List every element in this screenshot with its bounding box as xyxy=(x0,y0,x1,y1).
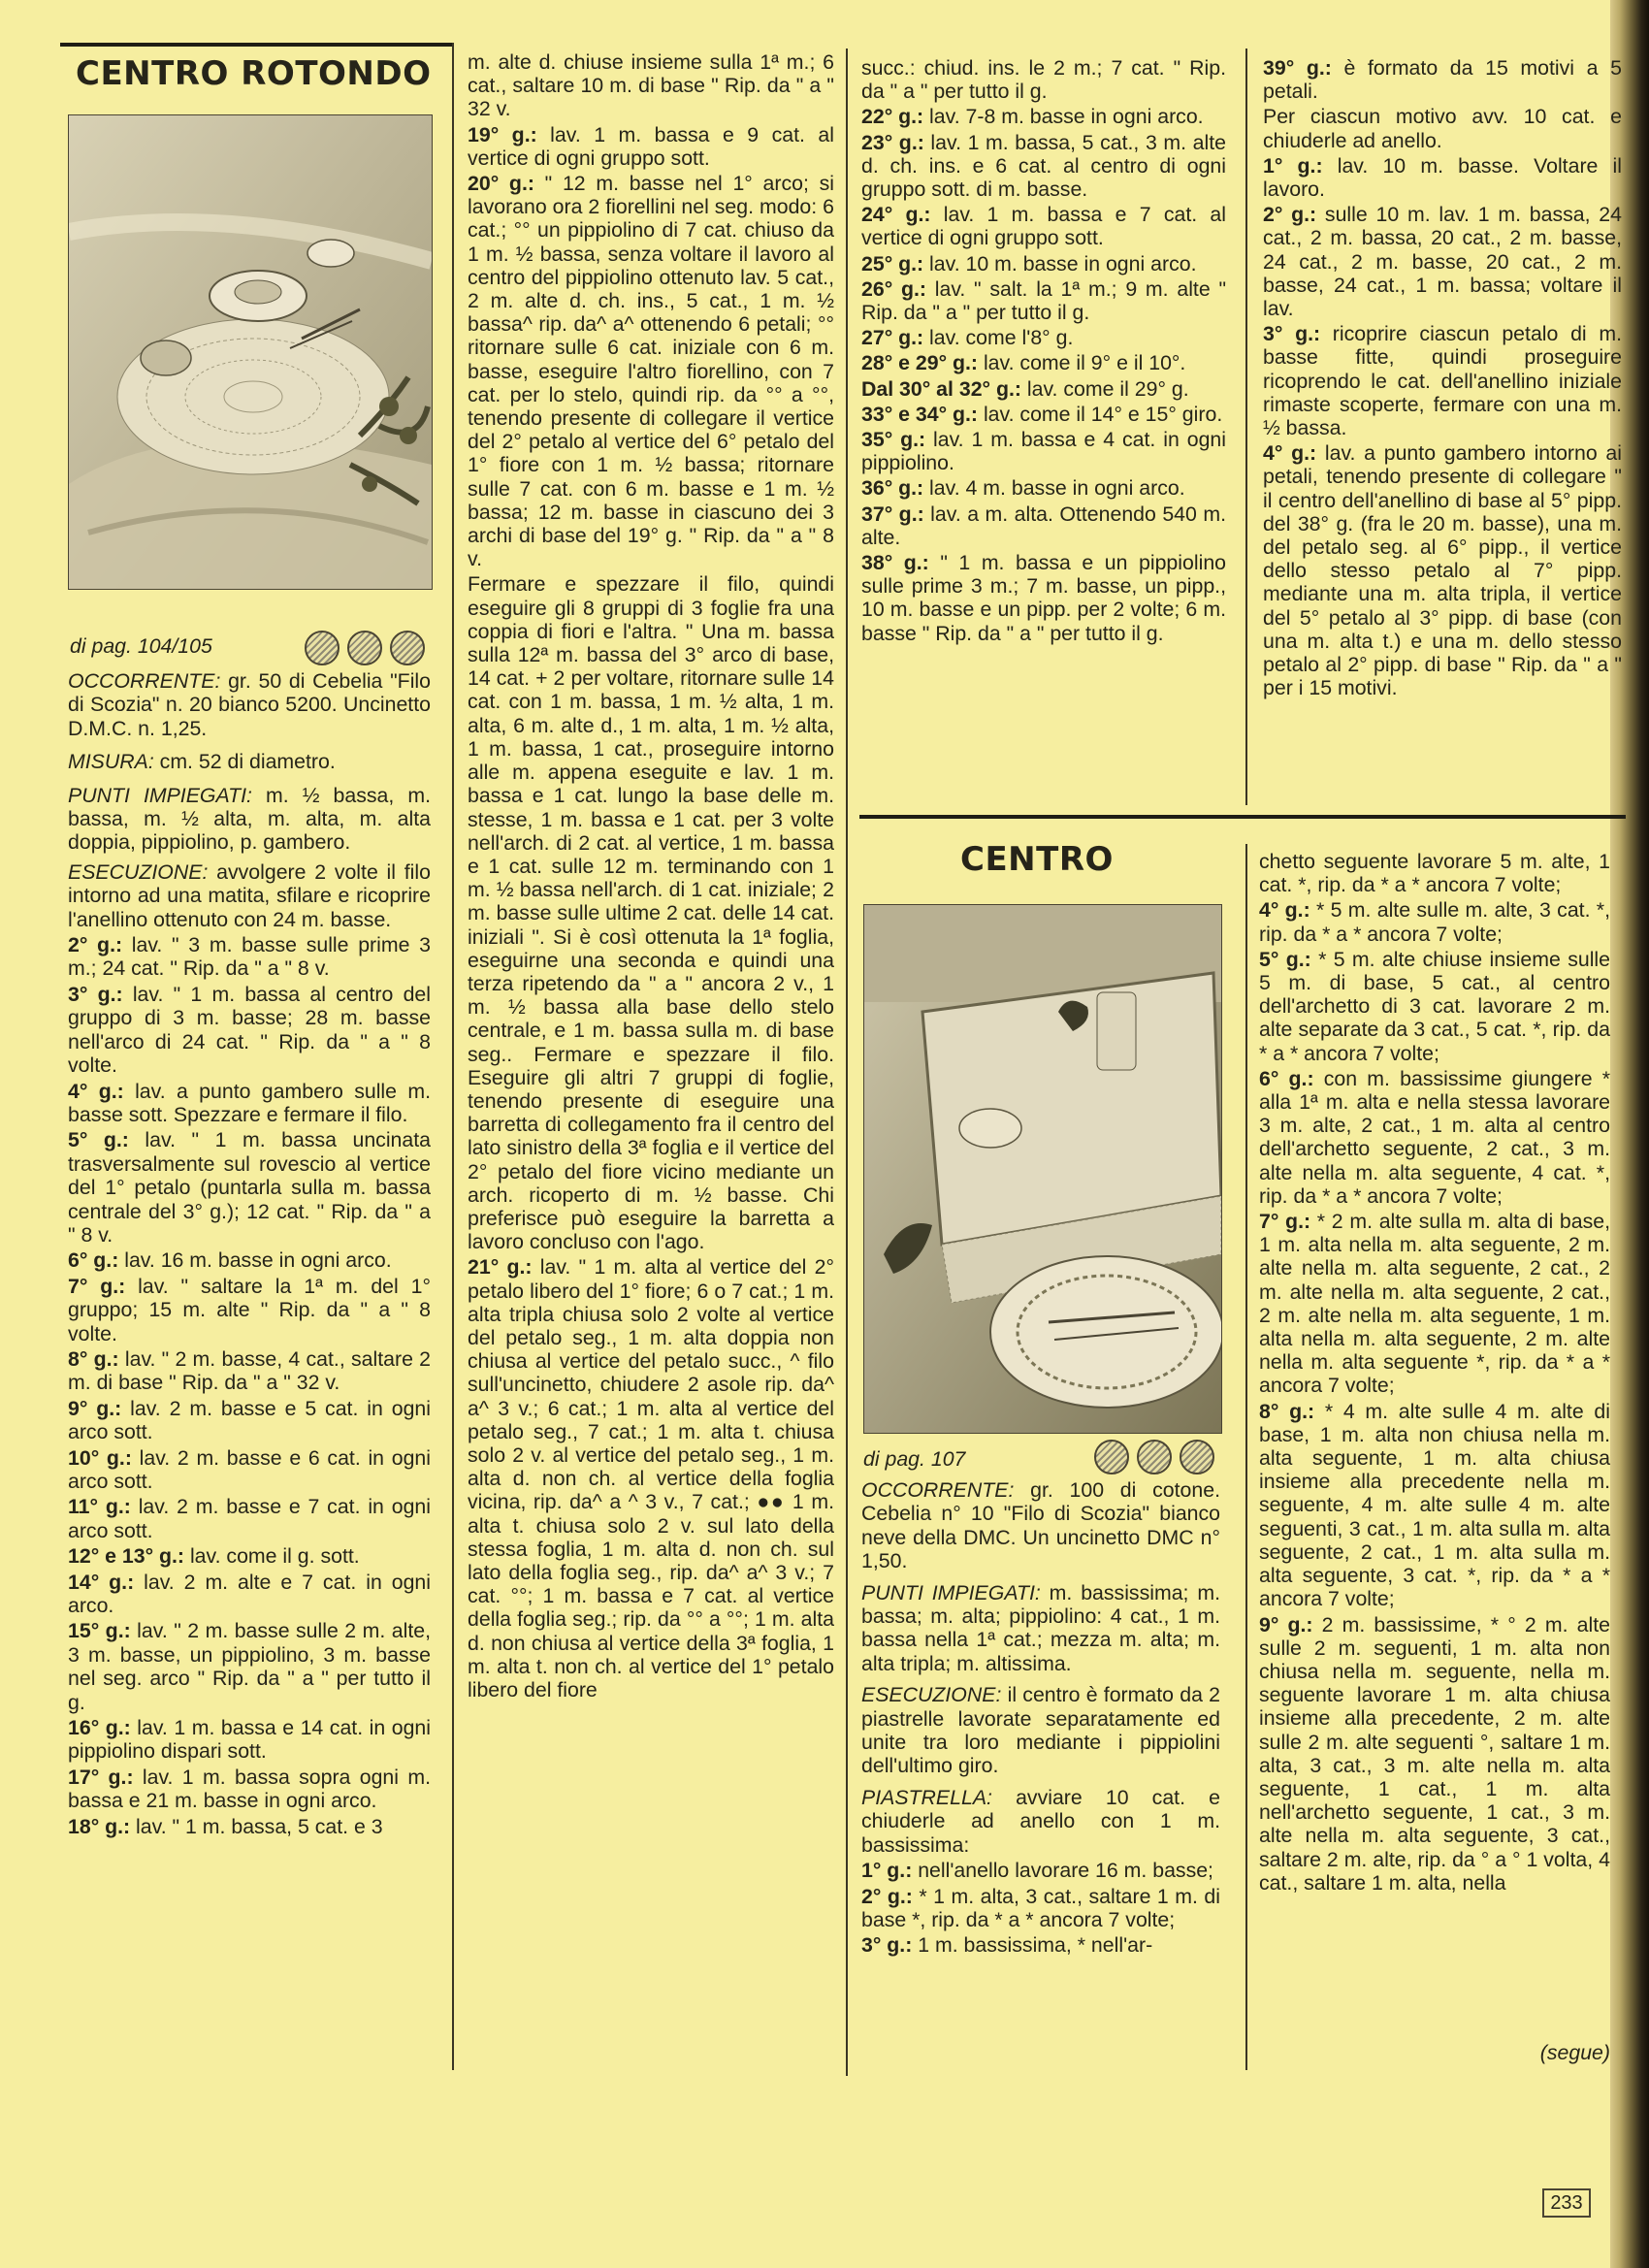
round-label: 1° g.: xyxy=(861,1859,913,1883)
instruction-row xyxy=(861,1885,1220,1932)
article1-col1-rows xyxy=(68,933,431,1838)
instruction-row xyxy=(1263,105,1622,151)
round-text: Per ciascun motivo avv. 10 cat. e chiuderle ad anello. xyxy=(1263,105,1622,152)
round-text: lav. a punto gambero intorno ai petali, tenendo presente di collegare " il centro dell'anellino di base al 5° pipp. del 38° g. (fra le 20 m. basse), una m. del petalo seg. al 6° pipp., il vertice dello stesso petalo al 7° pipp. mediante una m. alta tripla, il vertice del 5° petalo al 3° pipp. di base (con una m. alta t.) e una m. dello stesso petalo al 2° pipp. di base " Rip. da " a " per i 15 motivi. xyxy=(1263,441,1622,700)
piastrella-label: PIASTRELLA: xyxy=(861,1785,992,1809)
round-text: lav. 2 m. basse e 6 cat. in ogni arco sott. xyxy=(68,1445,431,1493)
round-text: lav. " 1 m. alta al vertice del 2° petalo libero del 1° fiore; 6 o 7 cat.; 1 m. alta tripla chiusa solo 2 volte al vertice del petalo seg., 1 m. alta doppia non chiusa al vertice del petalo succ., ^ filo sull'uncinetto, chiudere 2 asole rip. da^ a^ 3 v.; 6 cat.; 1 m. alta al vertice del petalo seg., 7 cat.; 1 m. alta t. chiusa solo 2 v. al vertice del petalo seg., 1 m. alta d. non ch. al vertice della foglia vicina, rip. da^ a ^ 3 v., 7 cat.; ●● 1 m. alta t. chiusa solo 2 v. sul lato della stessa foglia, 1 m. alta d. non ch. sul lato della foglia seg., rip. da^ a^ 3 v.; 7 cat. °°; 1 m. bassa e 7 cat. al vertice della foglia seg.; rip. da °° a °°; 1 m. alta d. non chiusa al vertice della 3ª foglia, 1 m. alta t. non ch. al vertice del 1° petalo libero del fiore xyxy=(468,1255,834,1702)
round-label: 15° g.: xyxy=(68,1619,131,1643)
round-text: lav. 2 m. basse e 7 cat. in ogni arco sott. xyxy=(68,1495,431,1542)
round-text: Fermare e spezzare il filo, quindi eseguire gli 8 gruppi di 3 foglie fra una coppia di fiori e l'altra. " Una m. bassa sulla 12ª m. bassa del 3° arco di base, 14 cat. + 2 per voltare, ritornare sulle 14 cat. con 1 m. bassa, 1 m. ½ alta, 1 m. alta, 6 m. alte d., 1 m. alta, 1 m. ½ alta, 1 m. bassa, 1 cat., proseguire intorno alle m. appena eseguite e lav. 1 m. bassa e 1 cat. lungo la base delle m. stesse, 1 m. bassa e 1 cat. per 3 volte nell'arch. di 2 cat. al vertice, 1 m. bassa e 1 cat. sulle 12 m. terminando con 1 m. ½ bassa nell'arch. di 1 cat. iniziale; 2 m. basse sulle ultime 2 cat. delle 14 cat. iniziali ". Si è così ottenuta la 1ª foglia, eseguirne una seconda e quindi una terza ripetendo da " a " ancora 2 v., 1 m. ½ bassa alla base dello stelo centrale, e 1 m. bassa sulla m. di base seg.. Fermare e spezzare il filo. Eseguire gli altri 7 gruppi di foglie, tenendo presente di eseguire una barretta di collegamento fra il centro del lato sinistro della 3ª foglia e il vertice del 2° petalo del fiore vicino mediante un arch. ricoperto di m. ½ basse. Chi preferisce può eseguire la barretta a lavoro concluso con l'ago. xyxy=(468,572,834,1254)
occorrente xyxy=(861,1478,1220,1573)
column-divider-left xyxy=(452,43,454,2070)
round-text: sulle 10 m. lav. 1 m. bassa, 24 cat., 2 m. bassa, 20 cat., 2 m. basse, 24 cat., 2 m. basse, 20 cat., 2 m. basse, 24 cat., 1 m. bassa; voltare il lav. xyxy=(1263,203,1622,321)
instruction-row xyxy=(861,502,1226,549)
instruction-row xyxy=(1259,898,1610,945)
difficulty-icon xyxy=(347,631,382,665)
round-text: m. alte d. chiuse insieme sulla 1ª m.; 6 cat., saltare 10 m. di base " Rip. da " a " 32 v. xyxy=(468,50,834,121)
instruction-row xyxy=(861,403,1226,426)
article-title: CENTRO ROTONDO xyxy=(76,54,432,93)
round-text: lav. 1 m. bassa e 4 cat. in ogni pippiolino. xyxy=(861,428,1226,475)
round-text: con m. bassissime giungere * alla 1ª m. alta e nella stessa lavorare 3 m. alte, 2 cat., 1 m. alta al centro dell'archetto seguente, 2 cat., 3 m. alte nella m. alta seguente, 4 cat. *, rip. da * a * ancora 7 volte; xyxy=(1259,1066,1610,1208)
instruction-row xyxy=(1259,1613,1610,1895)
round-text: lav. " 1 m. bassa, 5 cat. e 3 xyxy=(130,1814,383,1838)
round-text: chetto seguente lavorare 5 m. alte, 1 cat. *, rip. da * a * ancora 7 volte; xyxy=(1259,850,1610,897)
round-label: 7° g.: xyxy=(1259,1210,1311,1234)
instruction-row xyxy=(68,1080,431,1127)
round-text: lav. 2 m. alte e 7 cat. in ogni arco. xyxy=(68,1570,431,1618)
instruction-row xyxy=(1259,1210,1610,1398)
instruction-row xyxy=(861,1859,1220,1882)
round-text: " 12 m. basse nel 1° arco; si lavorano ora 2 fiorellini nel seg. modo: 6 cat.; °° un pippiolino di 7 cat. chiuso da 1 m. ½ bassa, senza voltare il lavoro al centro del pippiolino ottenuto lav. 5 cat., 2 m. alte d. ch. ins., 5 cat., 1 m. ½ bassa^ rip. da^ a^ ottenendo 6 petali; °° ritornare sulle 6 cat. iniziale con 6 m. basse, eseguire l'altro fiorellino, con 7 cat. per lo stelo, quindi rip. da °° a °°, tenendo presente di collegare il vertice del 2° petalo al vertice del 6° petalo del 1° fiore con 1 m. ½ bassa; ritornare sulle 7 cat. con 6 m. basse e 1 m. ½ bassa; 12 m. basse in ciascuno dei 3 archi di base del 19° g. " Rip. da " a " 8 v. xyxy=(468,172,834,571)
instruction-row xyxy=(861,476,1226,500)
round-label: 3° g.: xyxy=(68,982,123,1006)
round-label: 26° g.: xyxy=(861,276,926,301)
instruction-row xyxy=(68,1275,431,1345)
round-text: lav. come il 29° g. xyxy=(1021,376,1189,401)
instruction-row xyxy=(1263,56,1622,103)
round-text: lav. 4 m. basse in ogni arco. xyxy=(923,476,1185,501)
round-label: 25° g.: xyxy=(861,251,924,275)
instruction-row xyxy=(1259,948,1610,1065)
column-divider-mid xyxy=(846,49,848,2076)
round-text: lav. " saltare la 1ª m. del 1° gruppo; 15 m. alte " Rip. da " a " 8 volte. xyxy=(68,1274,431,1345)
round-label: 18° g.: xyxy=(68,1814,131,1838)
instruction-row xyxy=(861,252,1226,275)
round-label: 16° g.: xyxy=(68,1716,131,1740)
round-label: 23° g.: xyxy=(861,130,924,154)
round-label: 37° g.: xyxy=(861,502,924,526)
round-label: 2° g.: xyxy=(1263,203,1317,227)
round-text: * 5 m. alte chiuse insieme sulle 5 m. di base, 5 cat., al centro dell'archetto di 3 cat. lavorare 2 m. alte separate da 3 cat., 5 cat. *, rip. da * a * ancora 7 volte; xyxy=(1259,947,1610,1065)
round-text: lav. 1 m. bassa sopra ogni m. bassa e 21 m. basse in ogni arco. xyxy=(68,1765,431,1813)
instruction-row xyxy=(861,56,1226,103)
article2-col4 xyxy=(1259,850,1610,2091)
instruction-row xyxy=(861,326,1226,349)
difficulty-icon xyxy=(1180,1440,1214,1474)
round-text: lav. " 2 m. basse sulle 2 m. alte, 3 m. basse, un pippiolino, 3 m. basse nel seg. arco " Rip. da " a " per tutto il g. xyxy=(68,1619,431,1714)
instruction-row xyxy=(68,1347,431,1395)
instruction-row xyxy=(68,1544,431,1568)
round-label: 33° e 34° g.: xyxy=(861,402,979,426)
round-label: 4° g.: xyxy=(1259,898,1310,923)
instruction-row xyxy=(68,933,431,981)
instruction-row xyxy=(68,1248,431,1272)
instruction-row xyxy=(1263,441,1622,699)
instruction-row xyxy=(68,1571,431,1618)
instruction-row xyxy=(468,572,834,1253)
instruction-row xyxy=(68,1716,431,1764)
round-text: lav. " 3 m. basse sulle prime 3 m.; 24 cat. " Rip. da " a " 8 v. xyxy=(68,933,431,981)
round-label: 28° e 29° g.: xyxy=(861,351,979,375)
instruction-row xyxy=(1259,1067,1610,1208)
column-divider-lower-right xyxy=(1245,844,1247,2070)
round-label: 7° g.: xyxy=(68,1274,126,1298)
punti-text: m. ½ bassa, m. bassa, m. ½ alta, m. alta, m. alta doppia, pippiolino, p. gambero. xyxy=(68,783,431,855)
round-text: lav. 7-8 m. basse in ogni arco. xyxy=(923,105,1204,129)
round-text: lav. 1 m. bassa e 14 cat. in ogni pippiolino dispari sott. xyxy=(68,1716,431,1764)
punti xyxy=(68,784,431,855)
round-text: lav. come il g. sott. xyxy=(184,1544,360,1569)
esecuzione-text: il centro è formato da 2 piastrelle lavorate separatamente ed unite tra loro mediante i pippiolini dell'ultimo giro. xyxy=(861,1683,1220,1778)
round-label: 36° g.: xyxy=(861,476,924,501)
instruction-row xyxy=(468,123,834,170)
round-text: lav. " 1 m. bassa uncinata trasversalmente sul rovescio al vertice del 1° petalo (puntarla sulla m. bassa centrale del 3° g.); 12 cat. " Rip. da " a " 8 v. xyxy=(68,1128,431,1247)
round-label: 6° g.: xyxy=(1259,1066,1314,1090)
instruction-row xyxy=(861,203,1226,249)
round-text: è formato da 15 motivi a 5 petali. xyxy=(1263,56,1622,104)
instruction-row xyxy=(68,1815,431,1838)
article2-title: CENTRO xyxy=(960,840,1114,879)
misura-label: MISURA: xyxy=(68,750,154,774)
round-text: lav. come l'8° g. xyxy=(923,326,1074,350)
esecuzione xyxy=(861,1683,1220,1778)
instruction-row xyxy=(1263,322,1622,439)
page-number: 233 xyxy=(1542,2188,1591,2218)
instruction-row xyxy=(861,551,1226,645)
difficulty-rating xyxy=(305,631,425,665)
round-text: lav. 1 m. bassa e 9 cat. al vertice di ogni gruppo sott. xyxy=(468,122,834,170)
difficulty-icon xyxy=(1137,1440,1172,1474)
round-text: lav. " salt. la 1ª m.; 9 m. alte " Rip. da " a " per tutto il g. xyxy=(861,276,1226,325)
round-label: 14° g.: xyxy=(68,1570,135,1594)
instruction-row xyxy=(861,277,1226,324)
occorrente-text: gr. 100 di cotone. Cebelia n° 10 "Filo di Scozia" bianco neve della DMC. Un uncinetto DMC n° 1,50. xyxy=(861,1478,1220,1573)
piastrella-text: avviare 10 cat. e chiuderle ad anello con 1 m. bassissima: xyxy=(861,1785,1220,1857)
misura-text: cm. 52 di diametro. xyxy=(153,750,336,774)
round-text: lav. a punto gambero sulle m. basse sott. Spezzare e fermare il filo. xyxy=(68,1079,431,1126)
round-label: 39° g.: xyxy=(1263,56,1332,80)
instruction-row xyxy=(468,172,834,570)
punti-label: PUNTI IMPIEGATI: xyxy=(68,783,252,807)
round-text: * 5 m. alte sulle m. alte, 3 cat. *, rip. da * a * ancora 7 volte; xyxy=(1259,898,1610,946)
round-label: Dal 30° al 32° g.: xyxy=(861,376,1021,401)
round-label: 38° g.: xyxy=(861,551,929,575)
round-label: 11° g.: xyxy=(68,1495,131,1519)
top-rule xyxy=(60,43,454,47)
photo-image xyxy=(69,115,432,589)
round-text: lav. " 1 m. bassa al centro del gruppo di 3 m. basse; 28 m. basse nell'arco di 24 cat. " Rip. da " a " 8 volte. xyxy=(68,982,431,1078)
round-label: 1° g.: xyxy=(1263,153,1323,178)
round-label: 19° g.: xyxy=(468,122,537,146)
occorrente-label: OCCORRENTE: xyxy=(861,1478,1015,1502)
round-text: * 1 m. alta, 3 cat., saltare 1 m. di base *, rip. da * a * ancora 7 volte; xyxy=(861,1884,1220,1931)
round-label: 27° g.: xyxy=(861,326,924,350)
instruction-row xyxy=(861,377,1226,401)
article1-col3 xyxy=(861,56,1226,794)
table-setting-photo xyxy=(68,114,433,590)
round-text: * 4 m. alte sulle 4 m. alte di base, 1 m. alta non chiusa nella m. alta seguente, 1 m. alta chiusa insieme alla precedente nella m. seguente, 4 m. alte sulle 4 m. alte seguenti, 3 cat., 1 m. alta sulla m. alta seguente, 2 cat., 1 m. alta sulla m. alta seguente, 3 cat. *, rip. da * a * ancora 7 volte; xyxy=(1259,1399,1610,1611)
round-label: 21° g.: xyxy=(468,1255,533,1280)
article1-col2 xyxy=(468,50,834,2068)
instruction-row xyxy=(861,1933,1220,1957)
round-label: 8° g.: xyxy=(68,1346,119,1371)
misura xyxy=(68,750,431,773)
page-reference: di pag. 107 xyxy=(863,1447,966,1471)
round-text: ricoprire ciascun petalo di m. basse fitte, quindi proseguire ricoprendo le cat. dell'anellino iniziale rimaste scoperte, fermare con una m. ½ bassa. xyxy=(1263,322,1622,440)
instruction-row xyxy=(861,351,1226,374)
round-label: 2° g.: xyxy=(68,933,123,957)
article1-col4 xyxy=(1263,56,1622,794)
round-text: lav. 1 m. bassa, 5 cat., 3 m. alte d. ch. ins. e 6 cat. al centro di ogni gruppo sott. di m. basse. xyxy=(861,130,1226,202)
round-label: 9° g.: xyxy=(1259,1612,1313,1636)
round-text: lav. 10 m. basse. Voltare il lavoro. xyxy=(1263,153,1622,202)
round-label: 3° g.: xyxy=(1263,322,1321,346)
round-text: 2 m. bassissime, * ° 2 m. alte sulle 2 m. seguenti, 1 m. alta non chiusa nella m. seguente, nella m. seguente lavorare 1 m. alta chiusa insieme alla precedente, 2 m. alte sulle 2 m. alte seguenti °, saltare 1 m. alta, 3 cat., 3 m. alte nella m. alta seguente, 1 cat., 1 m. alta nell'archetto seguente, 1 cat., 3 m. alte nella m. alta seguente, 3 cat., saltare 2 m. alte, rip. da ° a ° 1 volta, 4 cat., saltare 1 m. alta, nella xyxy=(1259,1612,1610,1895)
round-text: * 2 m. alte sulla m. alta di base, 1 m. alta nella m. alta seguente, 2 m. alte nella m. alta seguente, 2 cat., 2 m. alte nella m. alta seguente, 2 cat., 2 m. alte nella m. alta seguente, 1 m. alta nella m. alta seguente, 2 m. alte nella m. alta seguente *, rip. da * a * ancora 7 volte; xyxy=(1259,1210,1610,1398)
round-text: succ.: chiud. ins. le 2 m.; 7 cat. " Rip. da " a " per tutto il g. xyxy=(861,56,1226,104)
round-label: 8° g.: xyxy=(1259,1399,1315,1423)
round-label: 12° e 13° g.: xyxy=(68,1544,185,1569)
instruction-row xyxy=(1263,154,1622,201)
esecuzione-text: avvolgere 2 volte il filo intorno ad una matita, sfilare e ricoprire l'anellino ottenuto con 24 m. basse. xyxy=(68,859,431,931)
instruction-row xyxy=(468,1255,834,1701)
occorrente-label: OCCORRENTE: xyxy=(68,669,221,693)
round-label: 9° g.: xyxy=(68,1396,122,1420)
round-label: 5° g.: xyxy=(1259,947,1311,971)
page-reference: di pag. 104/105 xyxy=(70,634,212,658)
punti-text: m. bassissima; m. bassa; m. alta; pippiolino: 4 cat., 1 m. bassa nella 1ª cat.; mezza m. alta; m. alta tripla; m. altissima. xyxy=(861,1580,1220,1675)
difficulty-rating xyxy=(1094,1440,1214,1474)
round-label: 3° g.: xyxy=(861,1933,913,1958)
round-text: lav. come il 14° e 15° giro. xyxy=(978,402,1223,426)
instruction-row xyxy=(861,105,1226,128)
round-label: 17° g.: xyxy=(68,1765,134,1789)
punti-label: PUNTI IMPIEGATI: xyxy=(861,1580,1041,1604)
instruction-row xyxy=(861,428,1226,474)
difficulty-icon xyxy=(390,631,425,665)
instruction-row xyxy=(68,1495,431,1542)
round-text: lav. 16 m. basse in ogni arco. xyxy=(118,1248,392,1273)
round-label: 35° g.: xyxy=(861,428,926,452)
occorrente xyxy=(68,669,431,740)
instruction-row xyxy=(68,1766,431,1813)
instruction-row xyxy=(468,50,834,121)
round-text: lav. a m. alta. Ottenendo 540 m. alte. xyxy=(861,502,1226,549)
continued-note: (segue) xyxy=(1539,2041,1610,2064)
round-label: 20° g.: xyxy=(468,172,534,196)
round-label: 10° g.: xyxy=(68,1445,132,1470)
instruction-row xyxy=(1263,203,1622,320)
esecuzione xyxy=(68,860,431,931)
round-label: 24° g.: xyxy=(861,203,931,227)
section-rule xyxy=(859,815,1626,819)
article2-meta xyxy=(861,1478,1220,2070)
round-label: 5° g.: xyxy=(68,1128,129,1152)
round-label: 2° g.: xyxy=(861,1884,913,1908)
round-text: 1 m. bassissima, * nell'ar- xyxy=(912,1933,1153,1958)
round-label: 6° g.: xyxy=(68,1248,119,1273)
occorrente-text: gr. 50 di Cebelia "Filo di Scozia" n. 20 bianco 5200. Uncinetto D.M.C. n. 1,25. xyxy=(68,669,431,740)
instruction-row xyxy=(1259,1400,1610,1611)
difficulty-icon xyxy=(305,631,340,665)
piastrella xyxy=(861,1786,1220,1857)
esecuzione-label: ESECUZIONE: xyxy=(68,859,209,884)
instruction-row xyxy=(1259,850,1610,896)
round-text: lav. 2 m. basse e 5 cat. in ogni arco sott. xyxy=(68,1396,431,1444)
round-label: 4° g.: xyxy=(68,1079,124,1103)
round-label: 22° g.: xyxy=(861,105,924,129)
instruction-row xyxy=(68,1397,431,1444)
instruction-row xyxy=(68,1446,431,1494)
punti xyxy=(861,1581,1220,1676)
difficulty-icon xyxy=(1094,1440,1129,1474)
round-label: 4° g.: xyxy=(1263,441,1317,466)
instruction-row xyxy=(68,983,431,1078)
article2-col3-rows xyxy=(861,1859,1220,1958)
tray-setting-photo xyxy=(863,904,1222,1434)
instruction-row xyxy=(68,1619,431,1714)
instruction-row xyxy=(68,1128,431,1247)
esecuzione-label: ESECUZIONE: xyxy=(861,1683,1002,1707)
column-divider-right xyxy=(1245,49,1247,805)
round-text: lav. come il 9° e il 10°. xyxy=(978,351,1186,375)
round-text: lav. 1 m. bassa e 7 cat. al vertice di ogni gruppo sott. xyxy=(861,203,1226,250)
round-text: lav. 10 m. basse in ogni arco. xyxy=(923,251,1197,275)
round-text: nell'anello lavorare 16 m. basse; xyxy=(912,1859,1213,1883)
round-text: lav. " 2 m. basse, 4 cat., saltare 2 m. di base " Rip. da " a " 32 v. xyxy=(68,1346,431,1395)
round-text: " 1 m. bassa e un pippiolino sulle prime 3 m.; 7 m. basse, un pipp., 10 m. basse e un pipp. per 2 volte; 6 m. basse " Rip. da " a " per tutto il g. xyxy=(861,551,1226,645)
article1-meta xyxy=(68,669,431,1840)
photo-image xyxy=(864,905,1221,1433)
instruction-row xyxy=(861,131,1226,202)
